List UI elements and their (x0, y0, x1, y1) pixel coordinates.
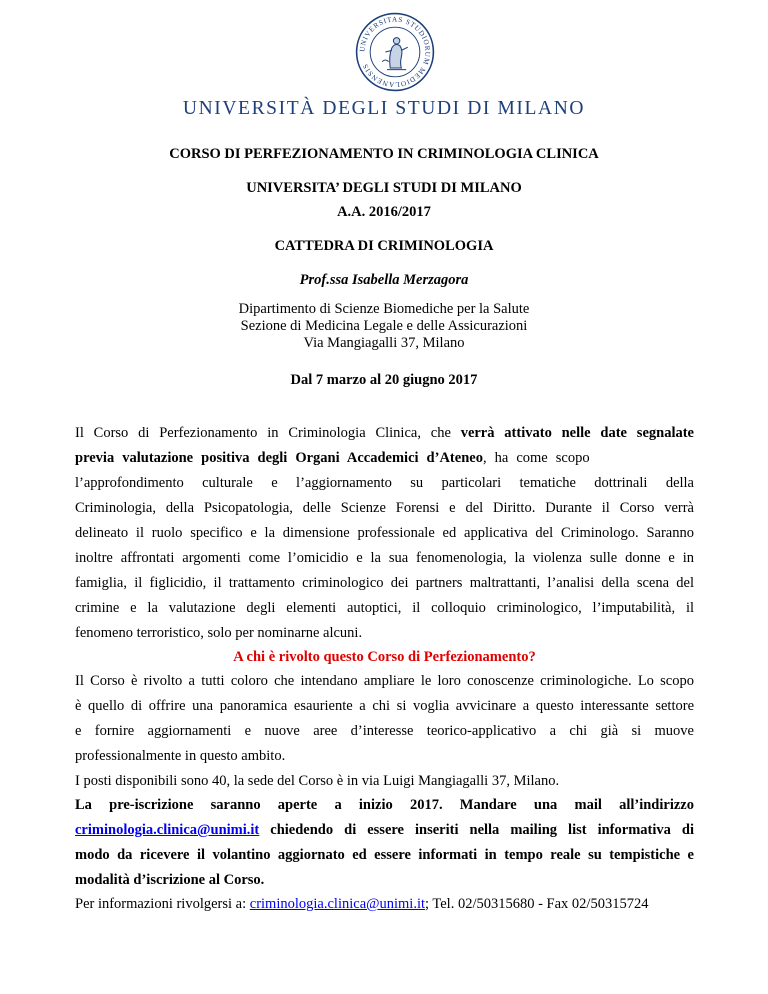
audience-line: e fornire aggiornamenti e nuove aree d’interesse teorico-applicativo a chi già si muove (75, 723, 694, 739)
intro-line: Il Corso di Perfezionamento in Criminologia Clinica, che verrà attivato nelle date segnalate (75, 425, 694, 441)
audience-line: Il Corso è rivolto a tutti coloro che intendano ampliare le loro conoscenze criminologiche. Lo scopo (75, 673, 694, 689)
university-name: UNIVERSITA’ DEGLI STUDI DI MILANO (246, 180, 522, 196)
professor-name: Prof.ssa Isabella Merzagora (299, 272, 469, 288)
intro-line: delineato il ruolo specifico e la dimensione professionale ed applicativa del Criminologo. Saranno (75, 525, 694, 541)
university-wordmark: UNIVERSITÀ DEGLI STUDI DI MILANO (182, 98, 586, 119)
audience-line: professionalmente in questo ambito. (75, 748, 286, 764)
department-line: Sezione di Medicina Legale e delle Assicurazioni (240, 318, 528, 334)
seats-info: I posti disponibili sono 40, la sede del Corso è in via Luigi Mangiagalli 37, Milano. (75, 773, 560, 789)
registration-line: La pre-iscrizione saranno aperte a inizio 2017. Mandare una mail all’indirizzo (75, 797, 694, 813)
university-seal-logo (355, 12, 435, 92)
audience-heading: A chi è rivolto questo Corso di Perfezionamento? (233, 649, 536, 665)
registration-email-link[interactable]: criminologia.clinica@unimi.it (75, 822, 260, 838)
intro-line: inoltre affrontati argomenti come l’omicidio e la sua fenomenologia, la violenza sulle donne e in (75, 550, 694, 566)
chair-name: CATTEDRA DI CRIMINOLOGIA (274, 238, 494, 254)
department-line: Dipartimento di Scienze Biomediche per la Salute (238, 301, 530, 317)
department-address (0, 301, 768, 352)
contact-line: Per informazioni rivolgersi a: criminologia.clinica@unimi.it; Tel. 02/50315680 - Fax 02/50315724 (75, 896, 649, 912)
intro-line: previa valutazione positiva degli Organi Accademici d’Ateneo, ha come scopo (75, 450, 590, 466)
registration-line: modalità d’iscrizione al Corso. (75, 872, 265, 888)
department-line: Via Mangiagalli 37, Milano (303, 335, 465, 351)
academic-year: A.A. 2016/2017 (337, 204, 431, 220)
registration-line: criminologia.clinica@unimi.it chiedendo di essere inseriti nella mailing list informativa di (75, 822, 694, 838)
intro-line: famiglia, il figlicidio, il trattamento criminologico dei partners maltrattanti, l’analisi della scena del (75, 575, 694, 591)
intro-line: l’approfondimento culturale e l’aggiornamento su particolari tematiche dottrinali della (75, 475, 694, 491)
intro-line: fenomeno terroristico, solo per nominarne alcuni. (75, 625, 363, 641)
intro-line: crimine e la valutazione degli elementi autoptici, il colloquio criminologico, l’imputabilità, il (75, 600, 694, 616)
seal-text: UNIVERSITAS STUDIORUM MEDIOLANENSIS (358, 15, 432, 89)
course-dates: Dal 7 marzo al 20 giugno 2017 (290, 372, 478, 388)
course-title: CORSO DI PERFEZIONAMENTO IN CRIMINOLOGIA CLINICA (169, 146, 599, 162)
registration-line: modo da ricevere il volantino aggiornato ed essere informati in tempo reale su tempistiche e (75, 847, 694, 863)
intro-line: Criminologia, della Psicopatologia, delle Scienze Forensi e del Diritto. Durante il Corso verrà (75, 500, 694, 516)
audience-line: è quello di offrire una panoramica esauriente a chi si voglia avvicinare a questo interessante settore (75, 698, 694, 714)
contact-email-link[interactable]: criminologia.clinica@unimi.it (249, 896, 425, 912)
